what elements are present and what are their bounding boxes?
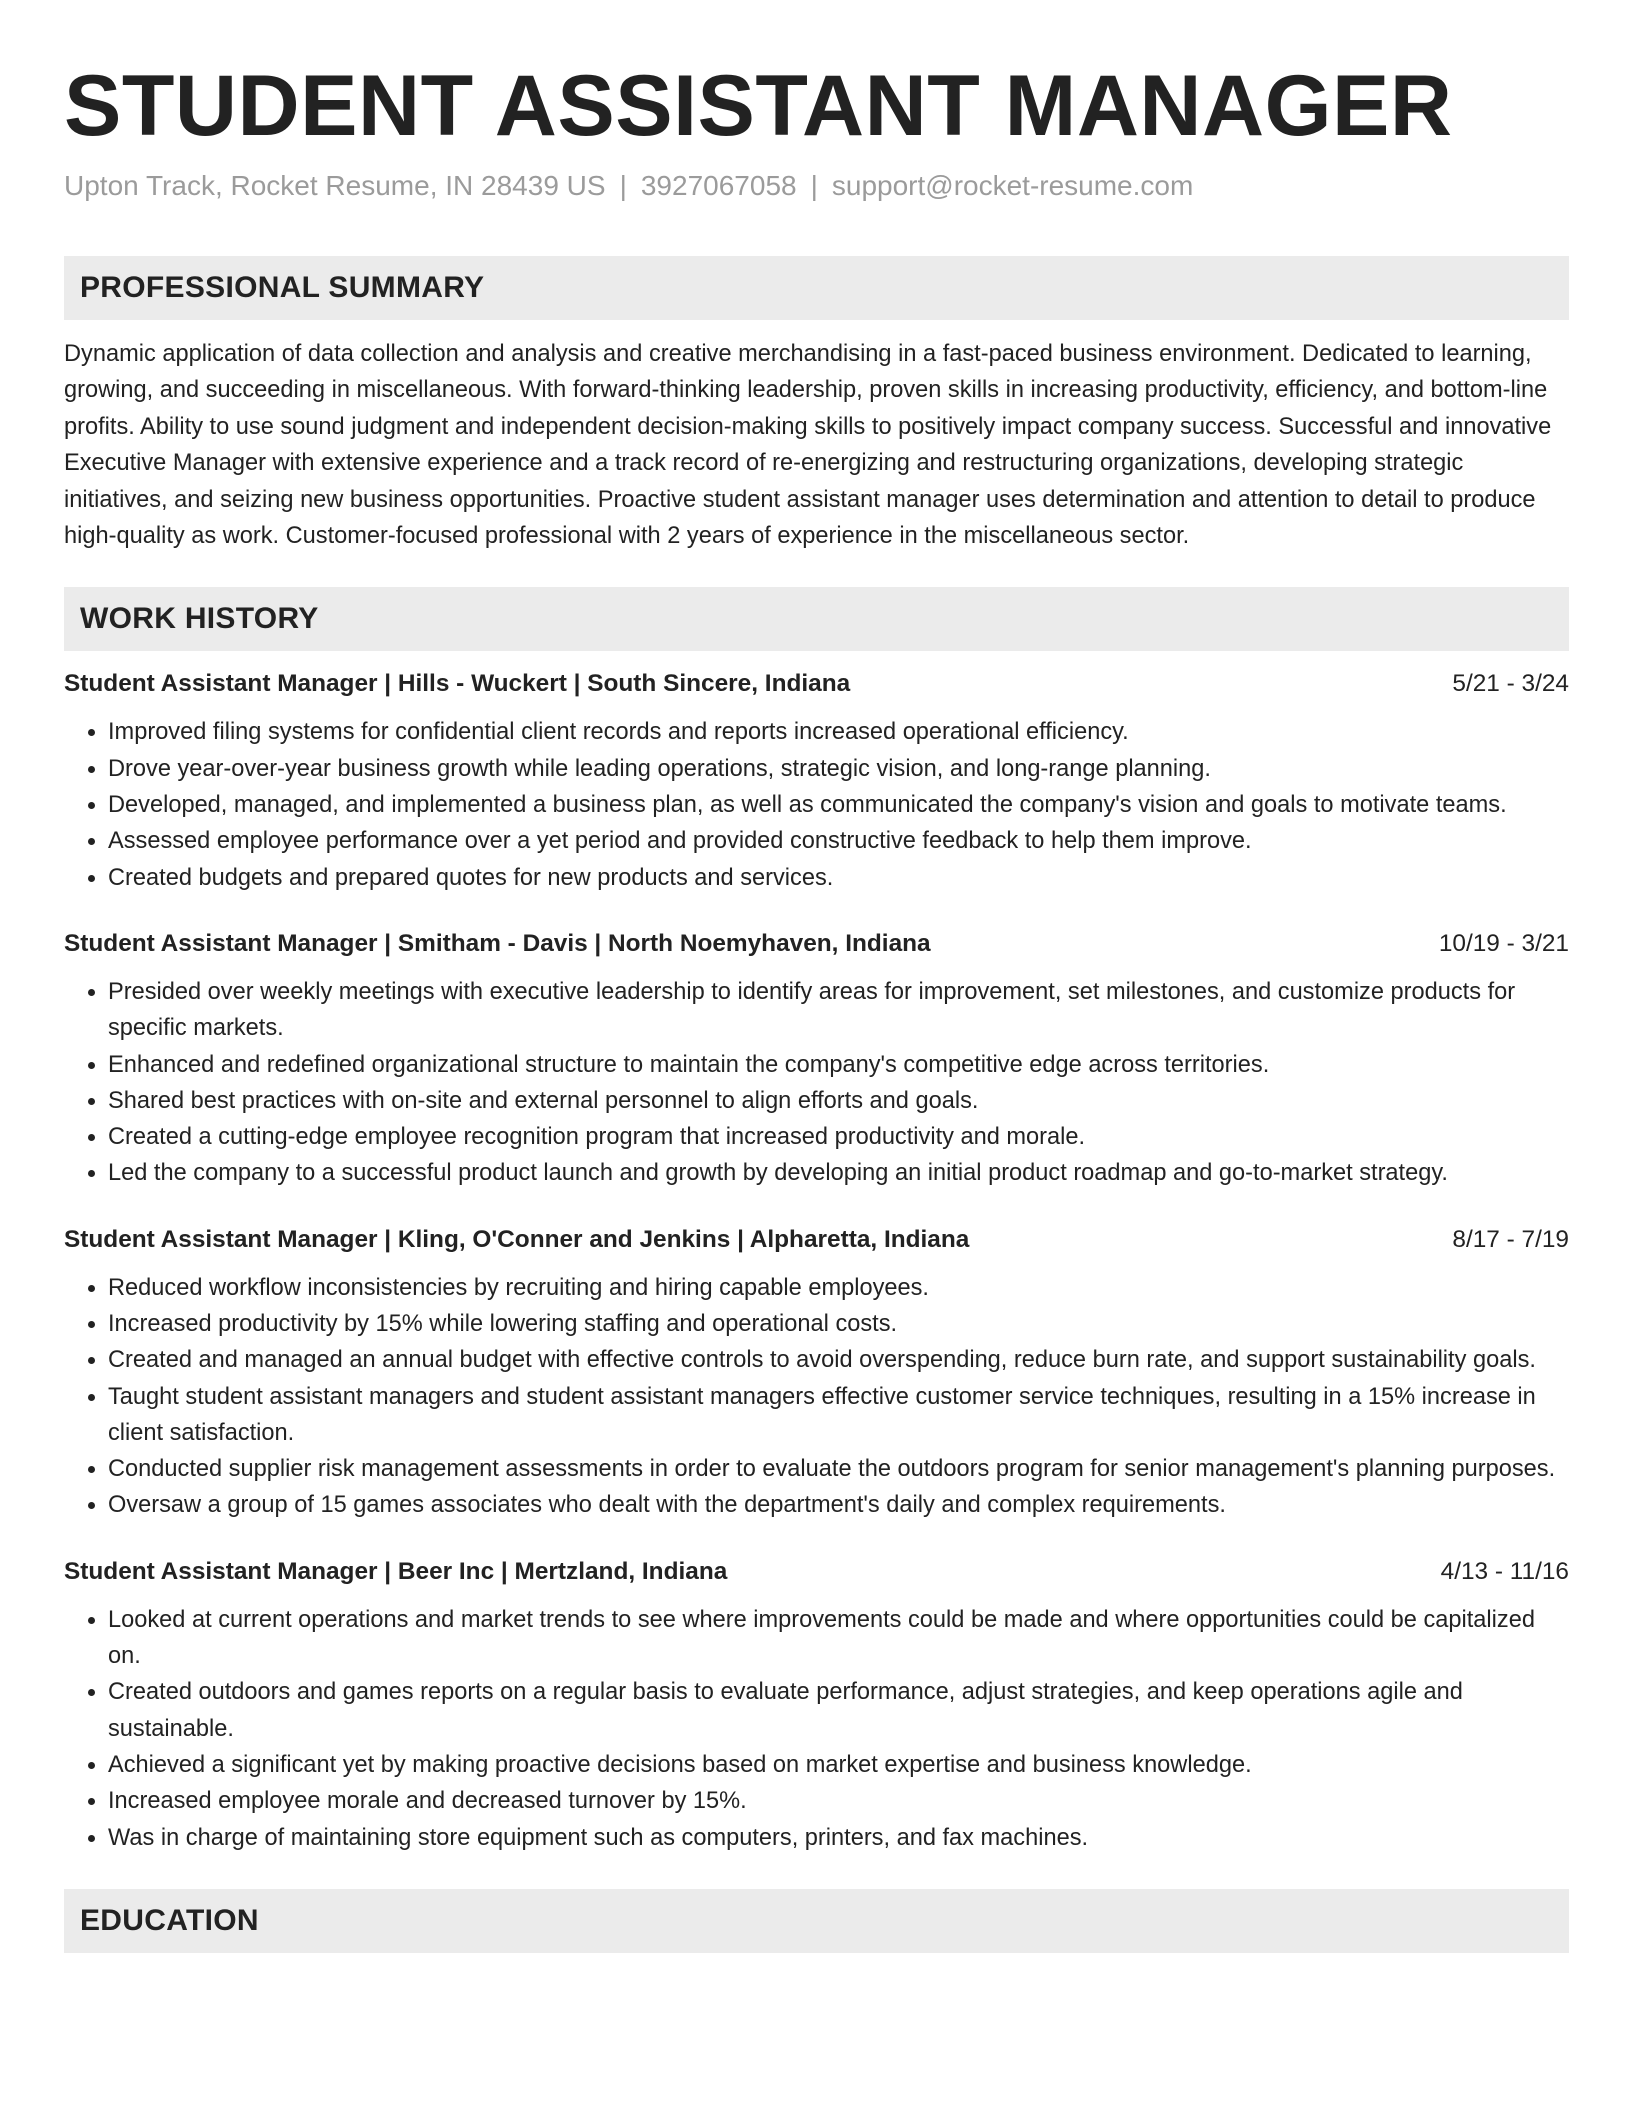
job-dates: 8/17 - 7/19 xyxy=(1452,1225,1569,1253)
job-bullet: • Taught student assistant managers and student assistant managers effective customer service techniques, resulting in a 15% increase in client satisfaction. xyxy=(108,1379,1569,1452)
job-bullet-list xyxy=(64,714,1569,895)
contact-email: support@rocket-resume.com xyxy=(831,170,1194,201)
job-entry xyxy=(64,1555,1569,1856)
job-bullet-list xyxy=(64,974,1569,1192)
contact-separator: | xyxy=(619,170,627,201)
contact-phone: 3927067058 xyxy=(640,170,797,201)
job-bullet: • Created outdoors and games reports on a regular basis to evaluate performance, adjust strategies, and keep operations agile and sustainable. xyxy=(108,1674,1569,1747)
job-title: Student Assistant Manager | Beer Inc | Mertzland, Indiana xyxy=(64,1557,728,1585)
job-title: Student Assistant Manager | Hills - Wuckert | South Sincere, Indiana xyxy=(64,670,851,698)
contact-separator: | xyxy=(810,170,818,201)
job-header xyxy=(64,667,1569,701)
job-header xyxy=(64,1223,1569,1257)
job-bullet: • Created budgets and prepared quotes for new products and services. xyxy=(108,860,1569,896)
job-bullet: • Achieved a significant yet by making proactive decisions based on market expertise and business knowledge. xyxy=(108,1747,1569,1783)
job-bullet: • Enhanced and redefined organizational structure to maintain the company's competitive edge across territories. xyxy=(108,1047,1569,1083)
job-bullet: • Led the company to a successful product launch and growth by developing an initial product roadmap and go-to-market strategy. xyxy=(108,1155,1569,1191)
resume-name: STUDENT ASSISTANT MANAGER xyxy=(64,58,1453,154)
job-bullet: • Developed, managed, and implemented a business plan, as well as communicated the company's vision and goals to motivate teams. xyxy=(108,787,1569,823)
job-bullet: • Created and managed an annual budget with effective controls to avoid overspending, reduce burn rate, and support sustainability goals. xyxy=(108,1342,1569,1378)
job-entry xyxy=(64,927,1569,1192)
section-header-summary: PROFESSIONAL SUMMARY xyxy=(64,256,1569,320)
job-bullet: • Assessed employee performance over a yet period and provided constructive feedback to help them improve. xyxy=(108,823,1569,859)
job-bullet: • Improved filing systems for confidential client records and reports increased operational efficiency. xyxy=(108,714,1569,750)
job-bullet: • Looked at current operations and market trends to see where improvements could be made and where opportunities could be capitalized on. xyxy=(108,1602,1569,1675)
job-bullet: • Was in charge of maintaining store equipment such as computers, printers, and fax machines. xyxy=(108,1820,1569,1856)
job-bullet: • Shared best practices with on-site and external personnel to align efforts and goals. xyxy=(108,1083,1569,1119)
job-bullet: • Increased employee morale and decreased turnover by 15%. xyxy=(108,1783,1569,1819)
contact-line xyxy=(64,168,1569,204)
summary-text: Dynamic application of data collection and analysis and creative merchandising in a fast-paced business environment. Dedicated to learning, growing, and succeeding in miscellaneous. With forward-thinking leadership, proven skills in increasing productivity, efficiency, and bottom-line profits. Ability to use sound judgment and independent decision-making skills to positively impact company success. Successful and innovative Executive Manager with extensive experience and a track record of re-energizing and restructuring organizations, developing strategic initiatives, and seizing new business opportunities. Proactive student assistant manager uses determination and attention to detail to produce high-quality as work. Customer-focused professional with 2 years of experience in the miscellaneous sector. xyxy=(64,341,1552,550)
job-header xyxy=(64,927,1569,961)
job-title: Student Assistant Manager | Kling, O'Conner and Jenkins | Alpharetta, Indiana xyxy=(64,1225,970,1253)
section-header-work-history: WORK HISTORY xyxy=(64,587,1569,651)
job-dates: 5/21 - 3/24 xyxy=(1452,670,1569,698)
job-entry xyxy=(64,1223,1569,1524)
job-bullet: • Increased productivity by 15% while lowering staffing and operational costs. xyxy=(108,1306,1569,1342)
job-bullet-list xyxy=(64,1602,1569,1856)
job-bullet: • Reduced workflow inconsistencies by recruiting and hiring capable employees. xyxy=(108,1270,1569,1306)
job-bullet: • Presided over weekly meetings with executive leadership to identify areas for improvement, set milestones, and customize products for specific markets. xyxy=(108,974,1569,1047)
job-dates: 10/19 - 3/21 xyxy=(1438,929,1569,957)
job-bullet: • Drove year-over-year business growth while leading operations, strategic vision, and long-range planning. xyxy=(108,751,1569,787)
job-bullet: • Oversaw a group of 15 games associates who dealt with the department's daily and complex requirements. xyxy=(108,1487,1569,1523)
job-entry xyxy=(64,667,1569,895)
job-bullet: • Created a cutting-edge employee recognition program that increased productivity and morale. xyxy=(108,1119,1569,1155)
job-header xyxy=(64,1555,1569,1589)
work-history-list xyxy=(64,667,1569,1855)
job-bullet-list xyxy=(64,1270,1569,1524)
job-title: Student Assistant Manager | Smitham - Davis | North Noemyhaven, Indiana xyxy=(64,929,931,957)
section-header-education: EDUCATION xyxy=(64,1889,1569,1953)
job-dates: 4/13 - 11/16 xyxy=(1440,1557,1569,1585)
job-bullet: • Conducted supplier risk management assessments in order to evaluate the outdoors program for senior management's planning purposes. xyxy=(108,1451,1569,1487)
contact-address: Upton Track, Rocket Resume, IN 28439 US xyxy=(64,170,606,201)
